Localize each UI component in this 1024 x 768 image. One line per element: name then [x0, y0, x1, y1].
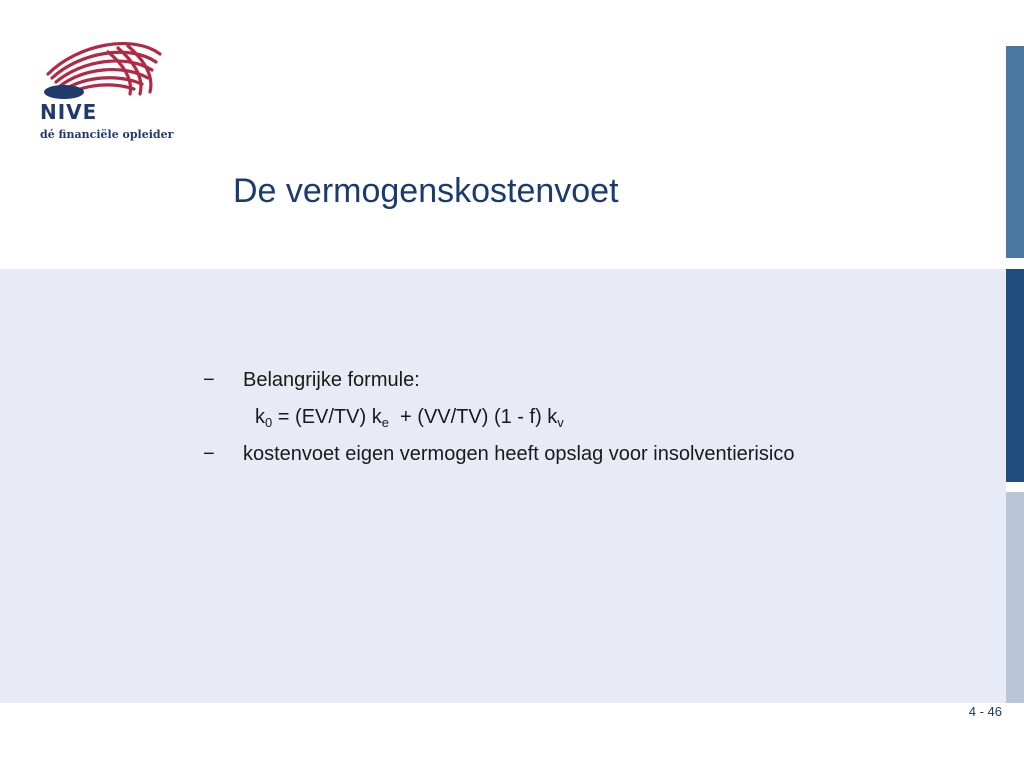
side-bar-bottom [1006, 492, 1024, 703]
slide-title: De vermogenskostenvoet [233, 172, 619, 210]
logo-wordmark: NIVE [40, 100, 98, 124]
bullet-text: kostenvoet eigen vermogen heeft opslag voor insolventierisico [243, 443, 795, 465]
formula-part-2: + (VV/TV) (1 - f) k [388, 406, 558, 428]
logo-tagline: dé financiële opleider [40, 128, 174, 141]
bullet-dash-icon: − [203, 369, 215, 391]
bullet-item [200, 362, 794, 399]
side-bar-middle [1006, 269, 1024, 482]
content-band [0, 269, 1006, 703]
nive-arcs-icon [38, 34, 168, 104]
bullet-text: Belangrijke formule: [243, 369, 420, 391]
nive-logo [38, 34, 174, 144]
formula-subscript-0: 0 [265, 415, 273, 430]
bullet-list [200, 362, 794, 473]
side-bar-top [1006, 46, 1024, 258]
formula-subscript-v: v [557, 415, 564, 430]
page-number: 4 - 46 [968, 704, 1002, 719]
bullet-dash-icon: − [203, 443, 215, 465]
bullet-item [200, 436, 794, 473]
formula-subscript-e: e [381, 415, 389, 430]
formula-part-1: = (EV/TV) k [272, 406, 382, 428]
formula-line [200, 399, 794, 436]
formula-k: k [255, 406, 265, 428]
